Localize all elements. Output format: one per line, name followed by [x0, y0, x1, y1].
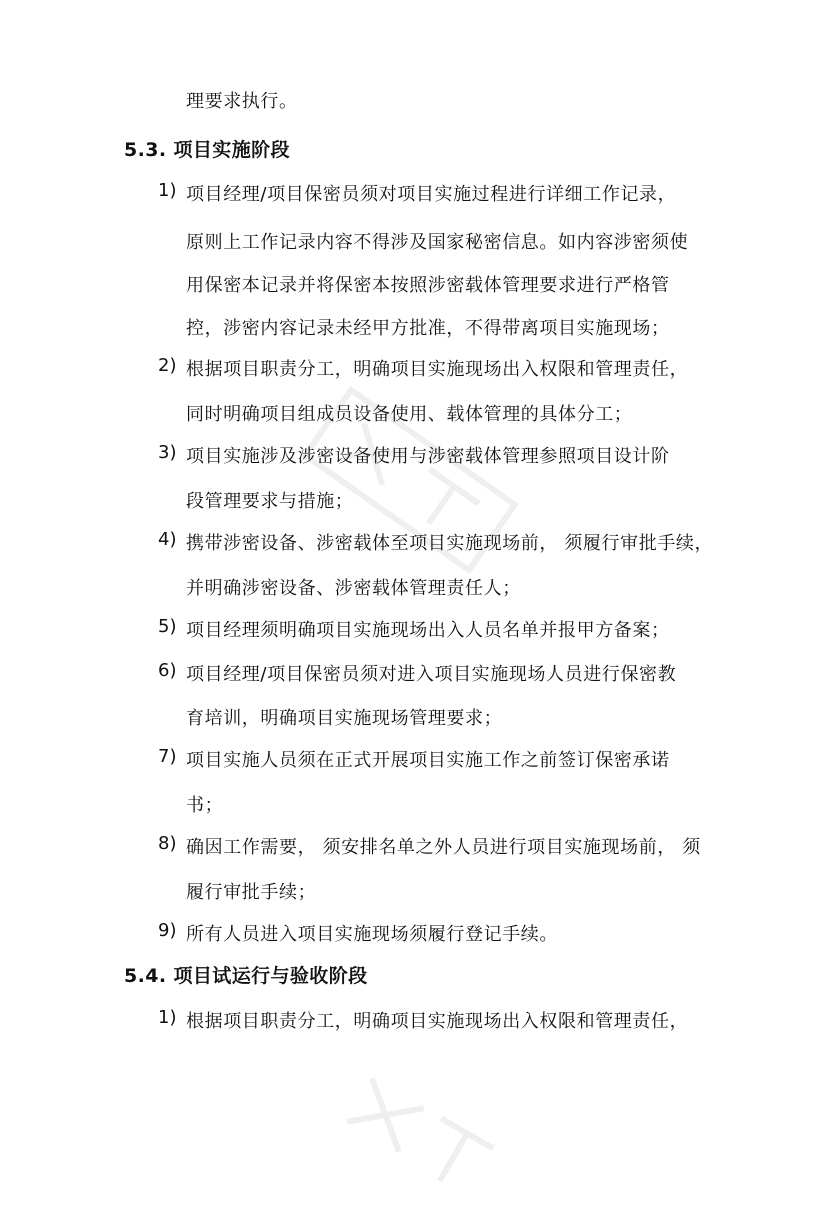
item-text: 项目经理须明确项目实施现场出入人员名单并报甲方备案； [186, 620, 670, 641]
section-heading-5-3: 5.3. 项目实施阶段 [124, 139, 290, 161]
watermark-graphic [320, 1051, 521, 1219]
list-item [0, 529, 830, 555]
item-text: 携带涉密设备、涉密载体至项目实施现场前， 须履行审批手续， [186, 533, 714, 554]
list-item [0, 180, 830, 206]
list-item-continuation: 用保密本记录并将保密本按照涉密载体管理要求进行严格管 [186, 275, 670, 296]
section-heading-5-4: 5.4. 项目试运行与验收阶段 [124, 965, 368, 987]
item-number: 6) [158, 660, 177, 681]
item-text: 确因工作需要， 须安排名单之外人员进行项目实施现场前， 须 [186, 837, 701, 858]
item-number: 5) [158, 616, 177, 637]
item-number: 3) [158, 442, 177, 463]
item-number: 9) [158, 920, 177, 941]
list-item [0, 616, 830, 642]
list-item-continuation: 并明确涉密设备、涉密载体管理责任人； [186, 578, 521, 599]
list-item-continuation: 段管理要求与措施； [186, 491, 354, 512]
item-number: 7) [158, 746, 177, 767]
item-text: 项目经理/项目保密员须对项目实施过程进行详细工作记录， [186, 184, 677, 205]
list-item-continuation: 书； [186, 795, 224, 816]
item-text: 项目实施涉及涉密设备使用与涉密载体管理参照项目设计阶 [186, 446, 670, 467]
item-text: 根据项目职责分工，明确项目实施现场出入权限和管理责任， [186, 359, 689, 380]
list-item [0, 660, 830, 686]
intro-text: 理要求执行。 [186, 91, 298, 112]
item-number: 2) [158, 355, 177, 376]
list-item [0, 746, 830, 772]
list-item [0, 920, 830, 946]
list-item [0, 1007, 830, 1033]
list-item [0, 833, 830, 859]
list-item [0, 442, 830, 468]
item-text: 根据项目职责分工，明确项目实施现场出入权限和管理责任， [186, 1011, 689, 1032]
item-text: 所有人员进入项目实施现场须履行登记手续。 [186, 924, 558, 945]
item-text: 项目实施人员须在正式开展项目实施工作之前签订保密承诺 [186, 750, 670, 771]
item-number: 8) [158, 833, 177, 854]
list-item-continuation: 控，涉密内容记录未经甲方批准，不得带离项目实施现场； [186, 318, 670, 339]
list-item-continuation: 同时明确项目组成员设备使用、载体管理的具体分工； [186, 404, 633, 425]
list-item-continuation: 育培训，明确项目实施现场管理要求； [186, 708, 503, 729]
list-item [0, 355, 830, 381]
item-text: 项目经理/项目保密员须对进入项目实施现场人员进行保密教 [186, 664, 677, 685]
item-number: 4) [158, 529, 177, 550]
list-item-continuation: 原则上工作记录内容不得涉及国家秘密信息。如内容涉密须使 [186, 232, 689, 253]
item-number: 1) [158, 180, 177, 201]
item-number: 1) [158, 1007, 177, 1028]
list-item-continuation: 履行审批手续； [186, 882, 317, 903]
